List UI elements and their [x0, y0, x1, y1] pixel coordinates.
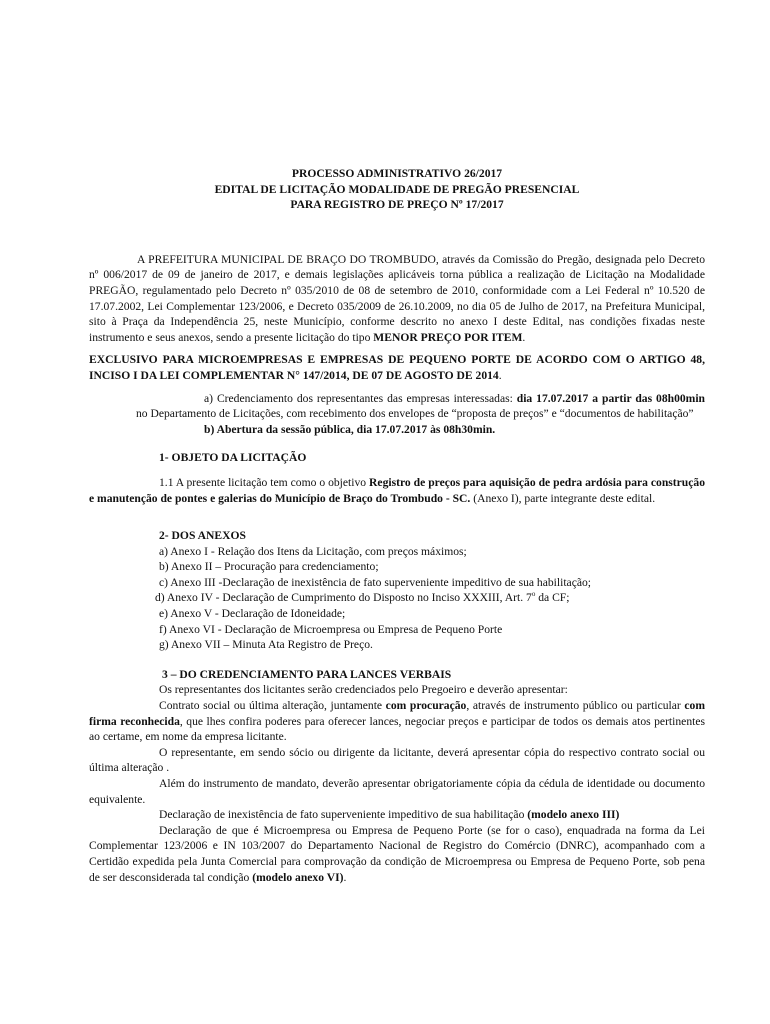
item-a-paragraph — [89, 391, 705, 422]
annex-item-g: g) Anexo VII – Minuta Ata Registro de Preço. — [159, 638, 373, 652]
intro-text: A PREFEITURA MUNICIPAL DE BRAÇO DO TROMBUDO, através da Comissão do Pregão, designada pelo Decreto nº 006/2017 de 09 de janeiro de 2017, e demais legislações aplicáveis torna pública a realização de Licitação na Modalidade PREGÃO, regulamentado pelo Decreto nº 035/2010 de 08 de setembro de 2010, conformidade com a Lei Federal nº 10.520 de 17.07.2002, Lei Complementar 123/2006, e Decreto 035/2009 de 26.10.2009, no dia 05 de Julho de 2017, na Prefeitura Municipal, sito à Praça da Independência 25, neste Município, conforme descrito no anexo I deste Edital, nas condições fixadas neste instrumento e seus anexos, sendo a presente licitação do tipo — [89, 252, 705, 344]
annex-item-d-end: da CF; — [535, 591, 570, 605]
intro-bold: MENOR PREÇO POR ITEM — [373, 330, 523, 344]
edital-document — [89, 166, 705, 885]
item-b-text: b) Abertura da sessão pública, dia 17.07.2017 às 08h30min. — [204, 422, 496, 436]
annex-item-a: a) Anexo I - Relação dos Itens da Licitação, com preços máximos; — [159, 544, 467, 558]
section-1-rest: (Anexo I), parte integrante deste edital. — [470, 491, 656, 505]
annex-list — [89, 544, 705, 653]
document-title — [89, 166, 705, 213]
section-3-p5b: (modelo anexo III) — [527, 808, 620, 822]
exclusivo-bold: EXCLUSIVO PARA MICROEMPRESAS E EMPRESAS DE PEQUENO PORTE DE ACORDO COM O ARTIGO 48, INCISO I DA LEI COMPLEMENTAR N° 147/2014, DE 07 DE AGOSTO DE 2014 — [89, 353, 705, 382]
annex-item-f: f) Anexo VI - Declaração de Microempresa ou Empresa de Pequeno Porte — [159, 622, 503, 636]
section-1-paragraph — [89, 475, 705, 506]
section-3-p2d: com firma reconhecida — [89, 699, 705, 728]
section-3-p5 — [89, 807, 705, 823]
section-2-heading: 2- DOS ANEXOS — [159, 529, 246, 543]
intro-end: . — [522, 330, 526, 344]
item-a-bold: dia 17.07.2017 a partir das 08h00min — [516, 391, 705, 405]
section-3-p5a: Declaração de inexistência de fato superveniente impeditivo de sua habilitação — [159, 808, 528, 822]
annex-item-b: b) Anexo II – Procuração para credenciamento; — [159, 560, 379, 574]
annex-item-d-sup: o — [531, 590, 536, 599]
item-a-rest: no Departamento de Licitações, com recebimento dos envelopes de “proposta de preços” e “documentos de habilitação” — [136, 407, 694, 421]
title-line-2: EDITAL DE LICITAÇÃO MODALIDADE DE PREGÃO PRESENCIAL — [214, 182, 580, 196]
section-3-p6a: Declaração de que é Microempresa ou Empresa de Pequeno Porte (se for o caso), enquadrada na forma da Lei Complementar 123/2006 e IN 103/2007 do Departamento Nacional de Registro do Comércio (DNRC), acompanhado com a Certidão expedida pela Junta Comercial para comprovação da condição de Microempresa ou Empresa de Pequeno Porte, sob pena de ser desconsiderada tal condição — [89, 823, 705, 884]
annex-item-d-text: d) Anexo IV - Declaração de Cumprimento do Disposto no Inciso XXXIII, Art. 7 — [155, 591, 532, 605]
annex-item-e: e) Anexo V - Declaração de Idoneidade; — [159, 607, 346, 621]
section-3-p2b: com procuração — [385, 699, 467, 713]
annex-item-c: c) Anexo III -Declaração de inexistência de fato superveniente impeditivo de sua habilitação; — [159, 575, 592, 589]
intro-paragraph — [89, 252, 705, 346]
section-3-p6b: (modelo anexo VI) — [252, 870, 344, 884]
section-1-pre: 1.1 A presente licitação tem como o objetivo — [159, 475, 370, 489]
item-a-prefix: a) Credenciamento dos representantes das empresas interessadas: — [204, 391, 517, 405]
section-3-heading: 3 – DO CREDENCIAMENTO PARA LANCES VERBAIS — [162, 667, 452, 681]
section-3-p2c: , através de instrumento público ou particular — [466, 699, 685, 713]
section-1-bold: Registro de preços para aquisição de pedra ardósia para construção e manutenção de pontes e galerias do Município de Braço do Trombudo - SC. — [89, 475, 705, 505]
title-line-1: PROCESSO ADMINISTRATIVO 26/2017 — [291, 167, 503, 180]
section-3-p1: Os representantes dos licitantes serão credenciados pelo Pregoeiro e deverão apresentar: — [159, 683, 568, 697]
section-3-p6 — [89, 823, 705, 885]
exclusivo-end: . — [498, 368, 502, 382]
section-3-p2a: Contrato social ou última alteração, juntamente — [159, 699, 386, 713]
section-3-p3: O representante, em sendo sócio ou dirigente da licitante, deverá apresentar cópia do respectivo contrato social ou última alteração . — [89, 745, 705, 775]
annex-item-d — [155, 590, 705, 606]
section-3-p2e: , que lhes confira poderes para oferecer lances, negociar preços e participar de todos os demais atos pertinentes ao certame, em nome da empresa licitante. — [89, 714, 705, 744]
section-3-p2 — [89, 698, 705, 745]
exclusivo-paragraph — [89, 352, 705, 383]
item-b-paragraph — [89, 422, 705, 438]
section-1-heading: 1- OBJETO DA LICITAÇÃO — [159, 451, 307, 465]
section-3-p4: Além do instrumento de mandato, deverão apresentar obrigatoriamente cópia da cédula de identidade ou documento equivalente. — [89, 777, 705, 806]
title-line-3: PARA REGISTRO DE PREÇO Nº 17/2017 — [290, 198, 504, 212]
section-3-p6c: . — [343, 870, 347, 884]
